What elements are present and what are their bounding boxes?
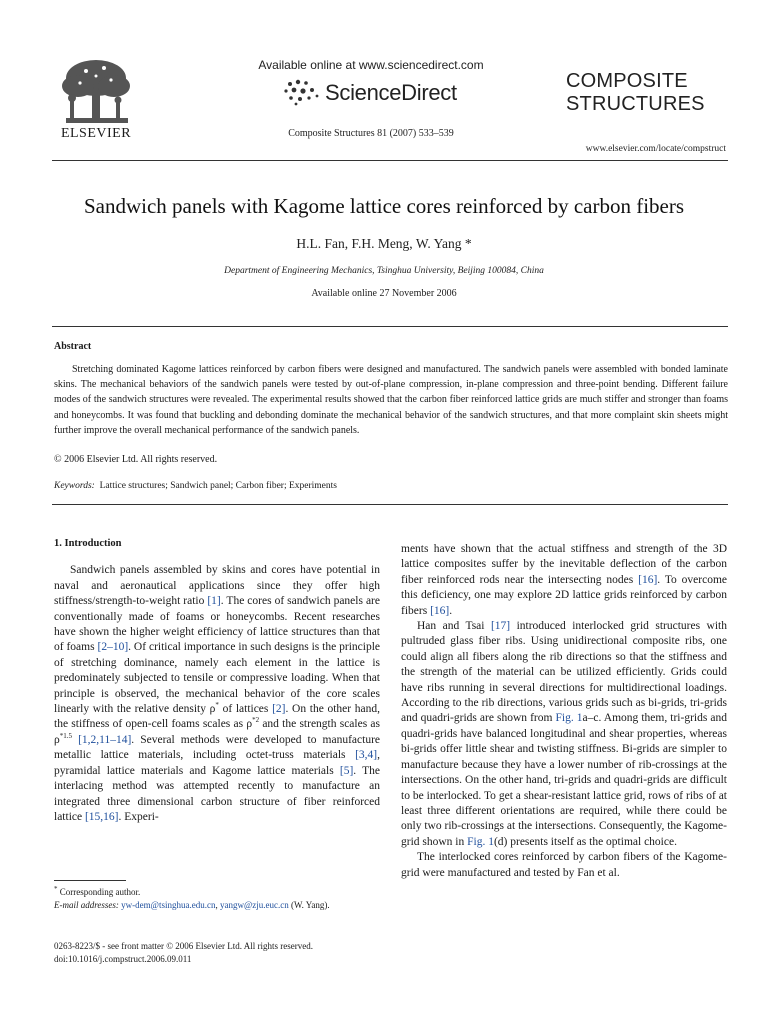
abstract-heading: Abstract (54, 341, 92, 352)
author-list: H.L. Fan, F.H. Meng, W. Yang * (296, 236, 472, 251)
email-note: E-mail addresses: yw-dem@tsinghua.edu.cn, yangw@zju.euc.cn (W. Yang). (54, 899, 330, 910)
body-column-right (401, 542, 727, 881)
email-link[interactable]: yw-dem@tsinghua.edu.cn (121, 899, 216, 910)
journal-url[interactable]: www.elsevier.com/locate/compstruct (585, 144, 726, 154)
footnote (54, 886, 384, 911)
issn-line: 0263-8223/$ - see front matter © 2006 Elsevier Ltd. All rights reserved. (54, 941, 314, 951)
citation-link[interactable]: [3,4] (355, 749, 378, 762)
keywords-list: Lattice structures; Sandwich panel; Carbon fiber; Experiments (99, 481, 337, 491)
available-online-text: Available online at www.sciencedirect.com (258, 58, 484, 72)
journal-citation: Composite Structures 81 (2007) 533–539 (288, 128, 454, 139)
figure-link[interactable]: Fig. 1 (467, 835, 494, 848)
citation-link[interactable]: [17] (490, 620, 511, 633)
abstract-copyright: © 2006 Elsevier Ltd. All rights reserved. (54, 454, 218, 465)
journal-title (566, 70, 736, 116)
citation-link[interactable]: [5] (339, 764, 354, 777)
elsevier-wordmark: ELSEVIER (60, 126, 132, 141)
figure-link[interactable]: Fig. 1 (555, 712, 583, 725)
intro-paragraph-2: Han and Tsai [17] introduced interlocked grid structures with pultruded glass fiber ribs. Using unidirectional composite ribs, one could align all fibers along the rib directions so that the stiffness and the strength of the material can be utilized efficiently. Grids could have ribs running in several directions for multidirectional loadings. According to the rib directions, various grids such as bi-grids, tri-grids and quadri-grids are shown from Fig. 1a–c. Among them, tri-grids and quadri-grids have balanced longitudinal and shear properties, whereas bi-grids offer little shear and twisting stiffness. Bi-grids are simpler to manufacture because they have a lower number of rib-crossings at the intersections. On the other hand, tri-grids and quadri-grids are difficult to be interlocked. To get a shear-resistant lattice grid, rows of ribs of at least three different orientations are required, while there could be only two rib-crossings at the intersections. Consequently, the Kagome-grid shown in Fig. 1(d) presents itself as the optimal choice. (401, 620, 727, 848)
elsevier-tree-logo (56, 56, 136, 130)
email-link[interactable]: yangw@zju.euc.cn (219, 899, 289, 910)
affiliation: Department of Engineering Mechanics, Tsinghua University, Beijing 100084, China (224, 266, 544, 276)
sciencedirect-wordmark: ScienceDirect (325, 80, 457, 105)
citation-link[interactable]: [16] (430, 604, 450, 617)
intro-paragraph-3: The interlocked cores reinforced by carbon fibers of the Kagome-grid were manufactured and tested by Fan et al. (401, 851, 727, 879)
keywords (54, 481, 728, 491)
keywords-label: Keywords: (54, 481, 95, 491)
citation-link[interactable]: [2–10] (97, 641, 129, 654)
citation-link[interactable]: [1] (207, 595, 221, 608)
intro-paragraph-1-continued: ments have shown that the actual stiffness and strength of the 3D lattice composites suffer by the inevitable deflection of the carbon fiber reinforced rods near the intersecting nodes [16]. To overcome this deficiency, one may explore 2D lattice grids reinforced by carbon fibers [16]. (401, 543, 727, 617)
citation-link[interactable]: [16] (638, 573, 658, 586)
abstract-text: Stretching dominated Kagome lattices reinforced by carbon fibers were designed and manufactured. The sandwich panels were assembled with bonded laminate skins. The mechanical behaviors of the sandwich panels were tested by out-of-plane compression, in-plane compression and three-point bending. Different failure modes of the sandwich structures were revealed. The experimental results showed that the carbon fiber reinforced lattice grids are much stiffer and stronger than foams and honeycombs. It was found that buckling and debonding dominate the mechanical behavior of the sandwich structures, and that more complaint skin sheets might further improve the overall mechanical performance of the sandwich panels. (54, 364, 728, 436)
doi-line[interactable]: doi:10.1016/j.compstruct.2006.09.011 (54, 953, 192, 964)
citation-link[interactable]: [15,16] (84, 810, 119, 823)
header-rule (52, 160, 728, 161)
abstract-bottom-rule (52, 504, 728, 505)
citation-link[interactable]: [1,2,11–14] (78, 733, 132, 746)
intro-paragraph-1: Sandwich panels assembled by skins and cores have potential in naval and aeronautical applications since they offer high stiffness/strength-to-weight ratio [1]. The cores of sandwich panels are conventionally made of foams or honeycombs. Recent researches have shown the higher weight efficiency of lattice structures than that of foams [2–10]. Of critical importance in such designs is the principle of stretching dominance, namely each element in the lattice is predominately subjected to tensile or compressive loading. When that principle is observed, the mechanical behavior of the core scales linearly with the relative density ρ* of lattices [2]. On the other hand, the stiffness of open-cell foams scales as $\rho^{*2}$ and the strength scales as $\rho^{*1.5}$ [1,2,11–14]. Several methods were developed to manufacture metallic lattice materials, including octet-truss materials [3,4], pyramidal lattice materials and Kagome lattice materials [5]. The interlacing method was attempted recently to manufacture an integrated three dimensional carbon structure of fiber reinforced lattice [15,16]. Experi- (54, 564, 381, 823)
journal-title-line2: STRUCTURES (566, 93, 705, 115)
available-date: Available online 27 November 2006 (311, 288, 457, 299)
section-heading: 1. Introduction (54, 538, 122, 549)
sciencedirect-dots-icon (282, 78, 320, 106)
corresponding-author-note: * Corresponding author. (54, 885, 141, 897)
front-matter (54, 940, 414, 965)
citation-link[interactable]: [2] (272, 703, 286, 716)
journal-title-line1: COMPOSITE (566, 70, 688, 92)
paper-title: Sandwich panels with Kagome lattice cores reinforced by carbon fibers (83, 194, 685, 218)
abstract-top-rule (52, 326, 728, 327)
footnote-rule (54, 880, 126, 881)
body-column-left (54, 536, 380, 825)
